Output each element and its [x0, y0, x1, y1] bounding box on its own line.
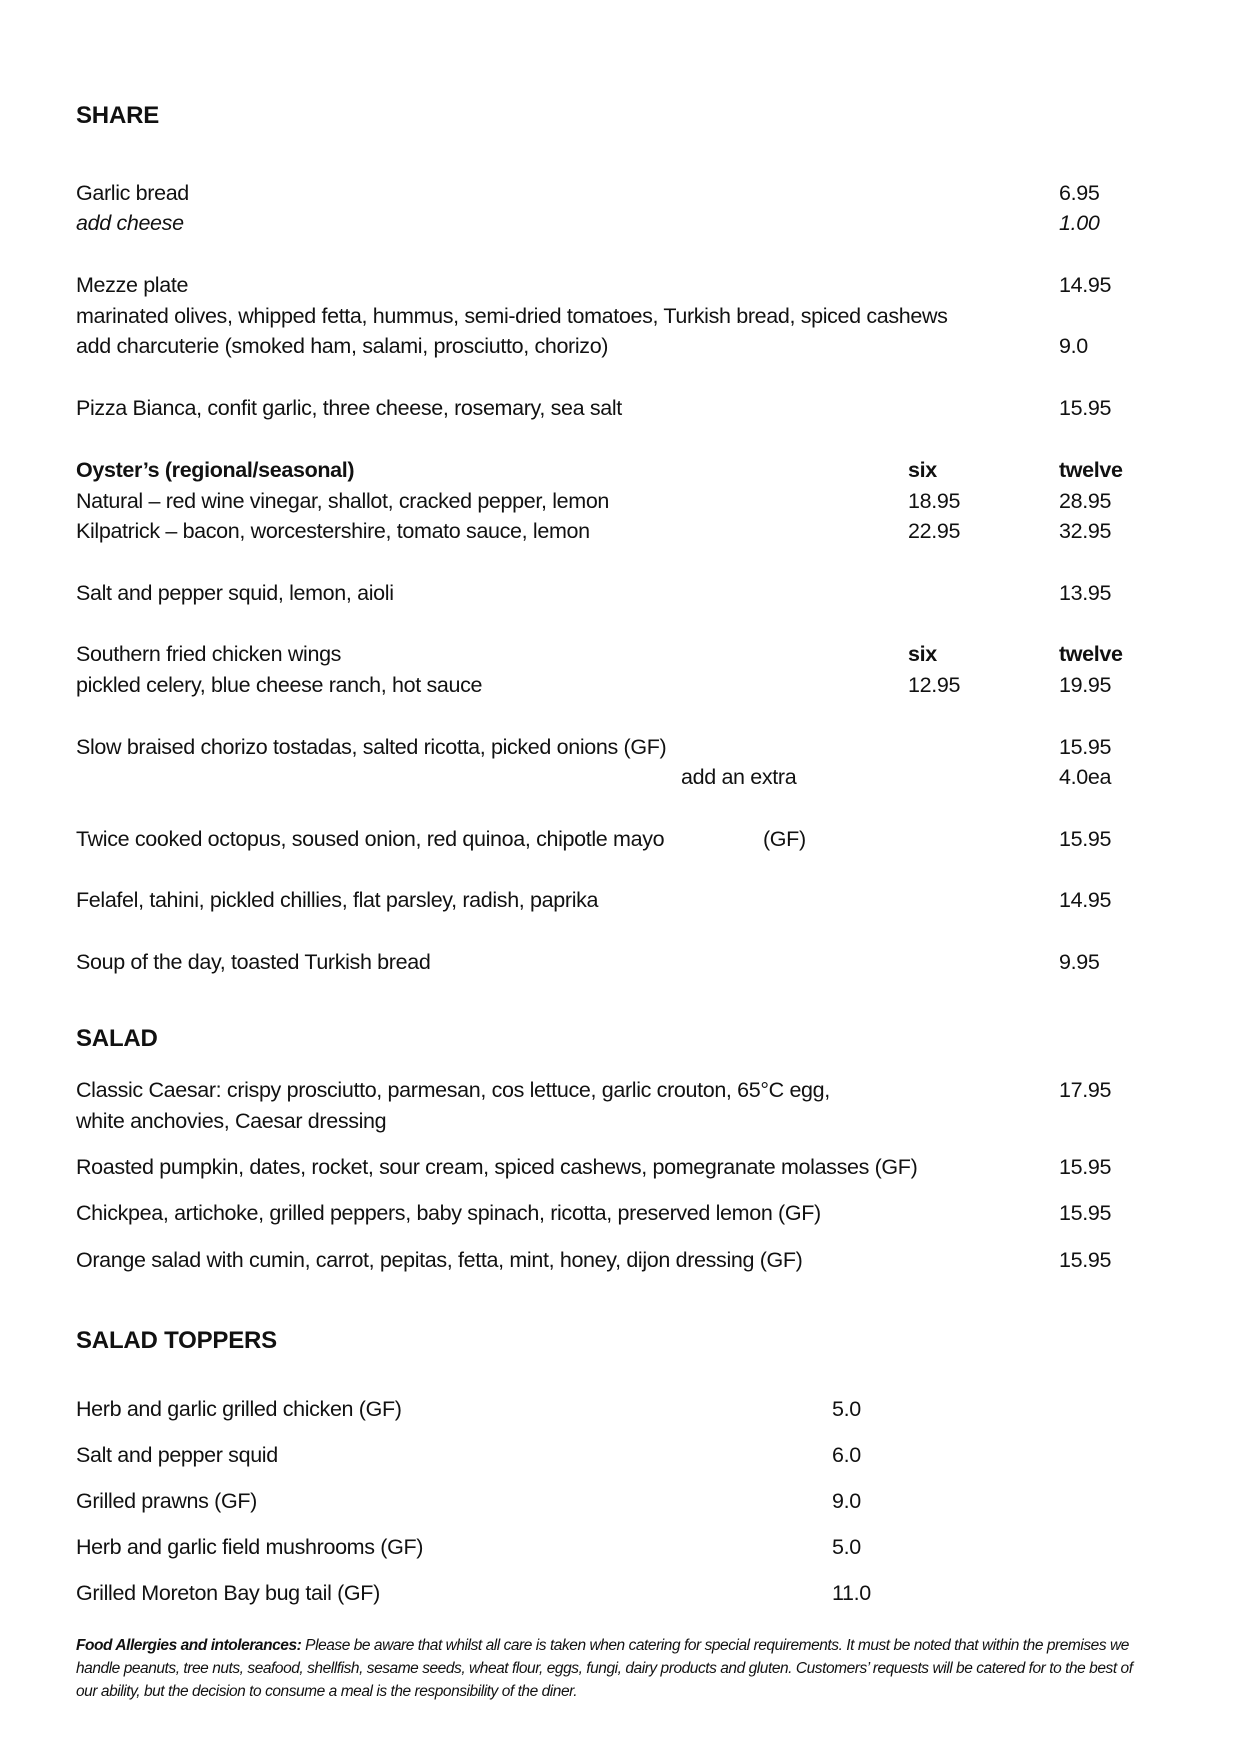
salad-item-name: Roasted pumpkin, dates, rocket, sour cream, spiced cashews, pomegranate molasses (GF): [76, 1155, 918, 1179]
salad-item-name: Chickpea, artichoke, grilled peppers, baby spinach, ricotta, preserved lemon (GF): [76, 1201, 821, 1225]
menu-addon-name: add an extra: [681, 765, 797, 789]
column-header-six: six: [908, 458, 937, 482]
menu-item-price: 15.95: [1059, 396, 1112, 420]
topper-item-price: 5.0: [832, 1397, 861, 1421]
menu-item-price: 15.95: [1059, 827, 1112, 851]
menu-addon-price: 4.0ea: [1059, 765, 1112, 789]
price-six: 12.95: [908, 673, 961, 697]
price-twelve: 28.95: [1059, 489, 1112, 513]
menu-item-name: Soup of the day, toasted Turkish bread: [76, 950, 431, 974]
menu-item-name: Salt and pepper squid, lemon, aioli: [76, 581, 394, 605]
salad-item-name: Classic Caesar: crispy prosciutto, parmesan, cos lettuce, garlic crouton, 65°C egg,: [76, 1078, 830, 1102]
column-header-twelve: twelve: [1059, 642, 1123, 666]
section-heading-share: SHARE: [76, 102, 160, 129]
menu-item-price: 6.95: [1059, 181, 1100, 205]
menu-item-price: 14.95: [1059, 273, 1112, 297]
topper-item-name: Herb and garlic grilled chicken (GF): [76, 1397, 402, 1421]
menu-item-price: 13.95: [1059, 581, 1112, 605]
topper-item-price: 6.0: [832, 1443, 861, 1467]
menu-item-price: 14.95: [1059, 888, 1112, 912]
menu-item-name: Southern fried chicken wings: [76, 642, 342, 666]
salad-item-description: white anchovies, Caesar dressing: [76, 1109, 387, 1133]
menu-item-name: Oyster’s (regional/seasonal): [76, 458, 355, 482]
menu-addon-name: add charcuterie (smoked ham, salami, prosciutto, chorizo): [76, 334, 609, 358]
menu-addon-price: 1.00: [1059, 211, 1100, 235]
section-heading-salad-toppers: SALAD TOPPERS: [76, 1327, 277, 1354]
menu-item-price: 9.95: [1059, 950, 1100, 974]
salad-item-price: 17.95: [1059, 1078, 1112, 1102]
price-twelve: 32.95: [1059, 519, 1112, 543]
column-header-twelve: twelve: [1059, 458, 1123, 482]
menu-item-description: marinated olives, whipped fetta, hummus, semi-dried tomatoes, Turkish bread, spiced cashews: [76, 304, 948, 328]
salad-item-price: 15.95: [1059, 1155, 1112, 1179]
topper-item-price: 11.0: [832, 1581, 871, 1605]
topper-item-name: Grilled Moreton Bay bug tail (GF): [76, 1581, 380, 1605]
allergy-disclaimer: [76, 1634, 1156, 1703]
menu-addon-name: add cheese: [76, 211, 184, 235]
topper-item-name: Salt and pepper squid: [76, 1443, 278, 1467]
menu-item-name: Twice cooked octopus, soused onion, red quinoa, chipotle mayo: [76, 827, 665, 851]
topper-item-name: Grilled prawns (GF): [76, 1489, 257, 1513]
salad-item-name: Orange salad with cumin, carrot, pepitas, fetta, mint, honey, dijon dressing (GF): [76, 1248, 803, 1272]
topper-item-price: 9.0: [832, 1489, 861, 1513]
topper-item-price: 5.0: [832, 1535, 861, 1559]
price-twelve: 19.95: [1059, 673, 1112, 697]
dietary-tag: (GF): [763, 827, 806, 851]
salad-item-price: 15.95: [1059, 1248, 1112, 1272]
menu-item-name: Felafel, tahini, pickled chillies, flat parsley, radish, paprika: [76, 888, 599, 912]
oyster-variant-name: Natural – red wine vinegar, shallot, cracked pepper, lemon: [76, 489, 610, 513]
price-six: 18.95: [908, 489, 961, 513]
column-header-six: six: [908, 642, 937, 666]
menu-item-description: pickled celery, blue cheese ranch, hot sauce: [76, 673, 483, 697]
menu-item-name: Mezze plate: [76, 273, 189, 297]
disclaimer-text: Please be aware that whilst all care is taken when catering for special requirements. It must be noted that within the premises we handle peanuts, tree nuts, seafood, shellfish, sesame seeds, wheat flour, eggs, fungi, dairy products and gluten. Customers’ requests will be catered for to the best of our ability, but the decision to consume a meal is the responsibility of the diner.: [76, 1637, 1133, 1700]
menu-item-name: Pizza Bianca, confit garlic, three cheese, rosemary, sea salt: [76, 396, 622, 420]
topper-item-name: Herb and garlic field mushrooms (GF): [76, 1535, 424, 1559]
menu-addon-price: 9.0: [1059, 334, 1088, 358]
salad-item-price: 15.95: [1059, 1201, 1112, 1225]
menu-item-price: 15.95: [1059, 735, 1112, 759]
oyster-variant-name: Kilpatrick – bacon, worcestershire, tomato sauce, lemon: [76, 519, 590, 543]
menu-item-name: Slow braised chorizo tostadas, salted ricotta, picked onions (GF): [76, 735, 667, 759]
price-six: 22.95: [908, 519, 961, 543]
section-heading-salad: SALAD: [76, 1025, 158, 1052]
menu-item-name: Garlic bread: [76, 181, 189, 205]
disclaimer-lead: Food Allergies and intolerances:: [76, 1637, 302, 1654]
